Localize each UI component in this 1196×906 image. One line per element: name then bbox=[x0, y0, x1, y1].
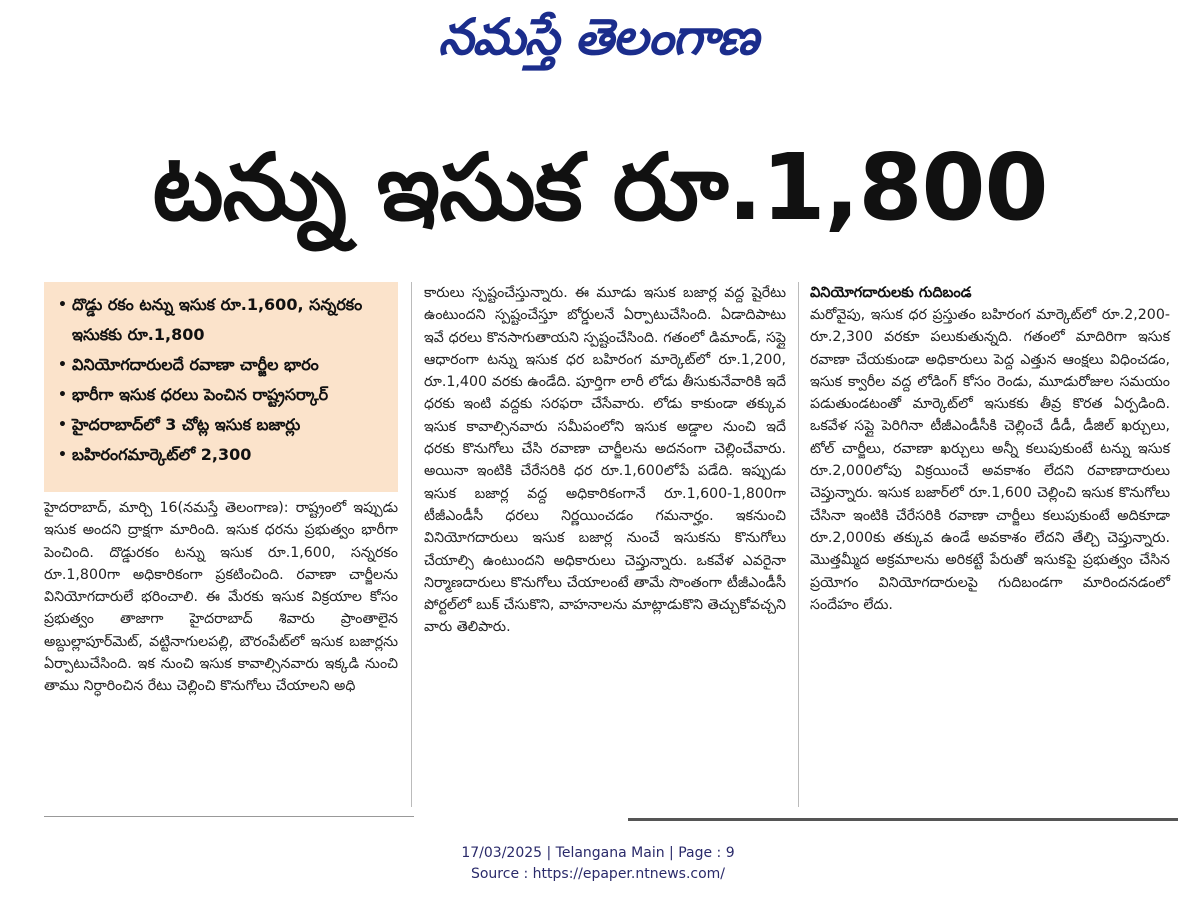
column-divider bbox=[411, 282, 412, 807]
bullet-icon: • bbox=[58, 387, 67, 403]
bullet-icon: • bbox=[58, 447, 67, 463]
article-column-3 bbox=[810, 282, 1170, 616]
highlight-item: • బహిరంగమార్కెట్‌లో 2,300 bbox=[58, 440, 388, 470]
bottom-rule bbox=[44, 816, 414, 817]
footer-date-line: 17/03/2025 | Telangana Main | Page : 9 bbox=[461, 845, 735, 861]
page-title: టన్ను ఇసుక రూ.1,800 bbox=[152, 134, 1048, 241]
footer-source-link[interactable]: Source : https://epaper.ntnews.com/ bbox=[470, 866, 726, 882]
article-paragraph: కారులు స్పష్టంచేస్తున్నారు. ఈ మూడు ఇసుక బజార్ల వద్ద షైరేటు ఉంటుందని స్పష్టంచేస్తూ బోర్డులనే ఏర్పాటుచేసింది. ఏడాదిపాటు ఇవే ధరలు కొనసాగుతాయని స్పష్టంచేసింది. గతంలో డిమాండ్, సప్లై ఆధారంగా టన్ను ఇసుక ధర బహిరంగ మార్కెట్‌లో రూ.1,200, రూ.1,400 వరకు ఉండేది. పూర్తిగా లారీ లోడు తీసుకునేవారికి ఇదే ధరకు ఇంటి వద్దకు సరఫరా చేసేవారు. లోడు కాకుండా తక్కువ ఇసుక కావాల్సినవారు సమీపంలోని ఇసుక అడ్డాల నుంచి ఇదే ధరకు కొనుగోలు చేసి రవాణా చార్జీలను అదనంగా చెల్లించేవారు. అయినా ఇంటికి చేరేసరికి ధర రూ.1,600లోపే పడేది. ఇప్పుడు ఇసుక బజార్ల వద్ద అధికారికంగానే రూ.1,600-1,800గా టీజీఎండీసీ ధరలు నిర్ణయించడం గమనార్హం. ఇకనుంచి వినియోగదారులు ఇసుక బజార్ల నుంచే ఇసుకను కొనుగోలు చేయాల్సి ఉంటుందని అధికారులు చెప్తున్నారు. ఒకవేళ ఎవరైనా నిర్మాణదారులు కొనుగోలు చేయాలంటే తామే సొంతంగా టీజీఎండీసీ పోర్టల్‌లో బుక్ చేసుకొని, వాహనాలను మాట్లాడుకొని తెచ్చుకోవచ్చని వారు తెలిపారు. bbox=[424, 285, 786, 636]
bottom-rule bbox=[628, 818, 1178, 821]
highlight-item: • హైదరాబాద్‌లో 3 చోట్ల ఇసుక బజార్లు bbox=[58, 410, 388, 440]
highlights-box bbox=[44, 282, 398, 492]
highlight-item: • వినియోగదారులదే రవాణా చార్జీల భారం bbox=[58, 350, 388, 380]
bullet-icon: • bbox=[58, 297, 67, 313]
bullet-icon: • bbox=[58, 357, 67, 373]
highlight-item: • దొడ్డు రకం టన్ను ఇసుక రూ.1,600, సన్నరకం ఇసుకకు రూ.1,800 bbox=[58, 290, 388, 350]
article-paragraph: మరోవైపు, ఇసుక ధర ప్రస్తుతం బహిరంగ మార్కెట్‌లో రూ.2,200-రూ.2,300 వరకూ పలుకుతున్నది. గతంలో మాదిరిగా ఇసుక రవాణా చేయకుండా అధికారులు పెద్ద ఎత్తున ఆంక్షలు విధించడం, ఇసుక క్వారీల వద్ద లోడింగ్ కోసం రెండు, మూడురోజుల సమయం పడుతుండటంతో మార్కెట్‌లో ఇసుకకు తీవ్ర కొరత ఏర్పడింది. ఒకవేళ సప్లై పెరిగినా టీజీఎండీసీకి చెల్లించే డీడీ, డీజిల్ ఖర్చులు, టోల్ చార్జీలు, రవాణా ఖర్చులు అన్నీ కలుపుకుంటే టన్ను ఇసుక రూ.2,000లోపు విక్రయించే అవకాశం లేదని రవాణాదారులు చెప్తున్నారు. ఇసుక బజార్‌లో రూ.1,600 చెల్లించి ఇసుక కొనుగోలు చేసినా ఇంటికి చేరేసరికి రవాణా చార్జీలు కలుపుకుంటే అదికూడా రూ.2,000కు తక్కువ ఉండే అవకాశం లేదని తేల్చి చెప్తున్నారు. మొత్తమ్మీద అక్రమాలను అరికట్టే పేరుతో ఇసుకపై ప్రభుత్వం చేసిన ప్రయోగం వినియోగదారులపై గుదిబండగా మారిందనడంలో సందేహం లేదు. bbox=[810, 307, 1170, 613]
column-divider bbox=[798, 282, 799, 807]
article-paragraph: హైదరాబాద్, మార్చి 16(నమస్తే తెలంగాణ): రాష్ట్రంలో ఇప్పుడు ఇసుక అందని ద్రాక్షగా మారింది. ఇసుక ధరను ప్రభుత్వం భారీగా పెంచింది. దొడ్డురకం టన్ను ఇసుక రూ.1,600, సన్నరకం రూ.1,800గా అధికారికంగా ప్రకటించింది. రవాణా చార్జీలను వినియోగదారులే భరించాలి. ఈ మేరకు ఇసుక విక్రయాల కోసం ప్రభుత్వం తాజాగా హైదరాబాద్ శివారు ప్రాంతాలైన అబ్దుల్లాపూర్‌మెట్, వట్టినాగులపల్లి, బౌరంపేట్‌లో ఇసుక బజార్లను ఏర్పాటుచేసింది. ఇక నుంచి ఇసుక కావాల్సినవారు ఇక్కడి నుంచి తాము నిర్ధారించిన రేటు చెల్లించి కొనుగోలు చేయాలని అధి bbox=[44, 500, 398, 695]
article-column-2 bbox=[424, 282, 786, 639]
bullet-icon: • bbox=[58, 417, 67, 433]
masthead-logo: నమస్తే తెలంగాణ bbox=[438, 8, 758, 66]
highlight-item: • భారీగా ఇసుక ధరలు పెంచిన రాష్ట్రసర్కార్ bbox=[58, 380, 388, 410]
article-column-1 bbox=[44, 497, 398, 698]
section-subheading: వినియోగదారులకు గుదిబండ bbox=[810, 285, 972, 301]
